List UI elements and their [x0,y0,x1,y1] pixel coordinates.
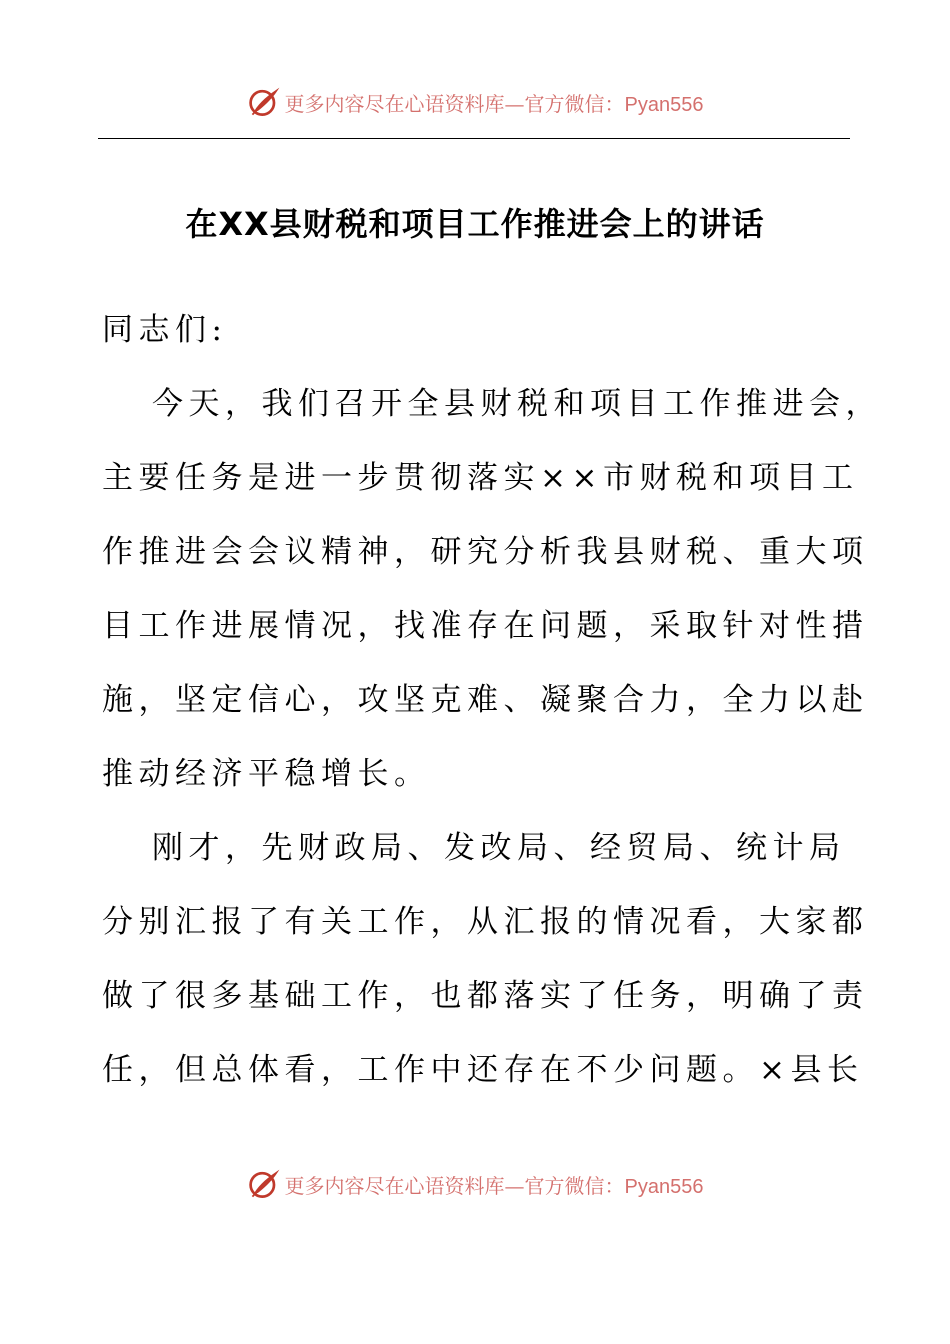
paragraph-line: 作推进会会议精神，研究分析我县财税、重大项 [102,534,869,570]
header-banner-text [285,88,704,117]
paragraph-line: 今天，我们召开全县财税和项目工作推进会， [152,386,882,422]
footer-banner [0,1162,950,1206]
paragraph-line: 任，但总体看，工作中还存在不少问题。×县长 [102,1052,864,1088]
header-banner [0,80,950,124]
header-banner-label: 更多内容尽在心语资料库—官方微信： [284,91,625,116]
document-title: 在XX县财税和项目工作推进会上的讲话 [185,205,765,243]
header-banner-wechat-id: Pyan556 [624,93,704,116]
header-divider [98,138,850,139]
document-body [102,293,882,1107]
footer-banner-label: 更多内容尽在心语资料库—官方微信： [284,1173,625,1198]
quill-pen-logo-icon [247,1166,283,1202]
paragraph-line: 施，坚定信心，攻坚克难、凝聚合力，全力以赴 [102,682,869,718]
footer-banner-wechat-id: Pyan556 [624,1175,704,1198]
paragraph-line: 推动经济平稳增长。 [102,756,431,792]
paragraph-line: 主要任务是进一步贯彻落实××市财税和项目工 [102,460,859,496]
footer-banner-text [285,1170,704,1199]
paragraph-line: 目工作进展情况，找准存在问题，采取针对性措 [102,608,869,644]
salutation: 同志们: [102,312,228,348]
paragraph-line: 刚才，先财政局、发改局、经贸局、统计局 [152,830,846,866]
quill-pen-logo-icon [247,84,283,120]
paragraph-line: 分别汇报了有关工作，从汇报的情况看，大家都 [102,904,869,940]
paragraph-line: 做了很多基础工作，也都落实了任务，明确了责 [102,978,869,1014]
